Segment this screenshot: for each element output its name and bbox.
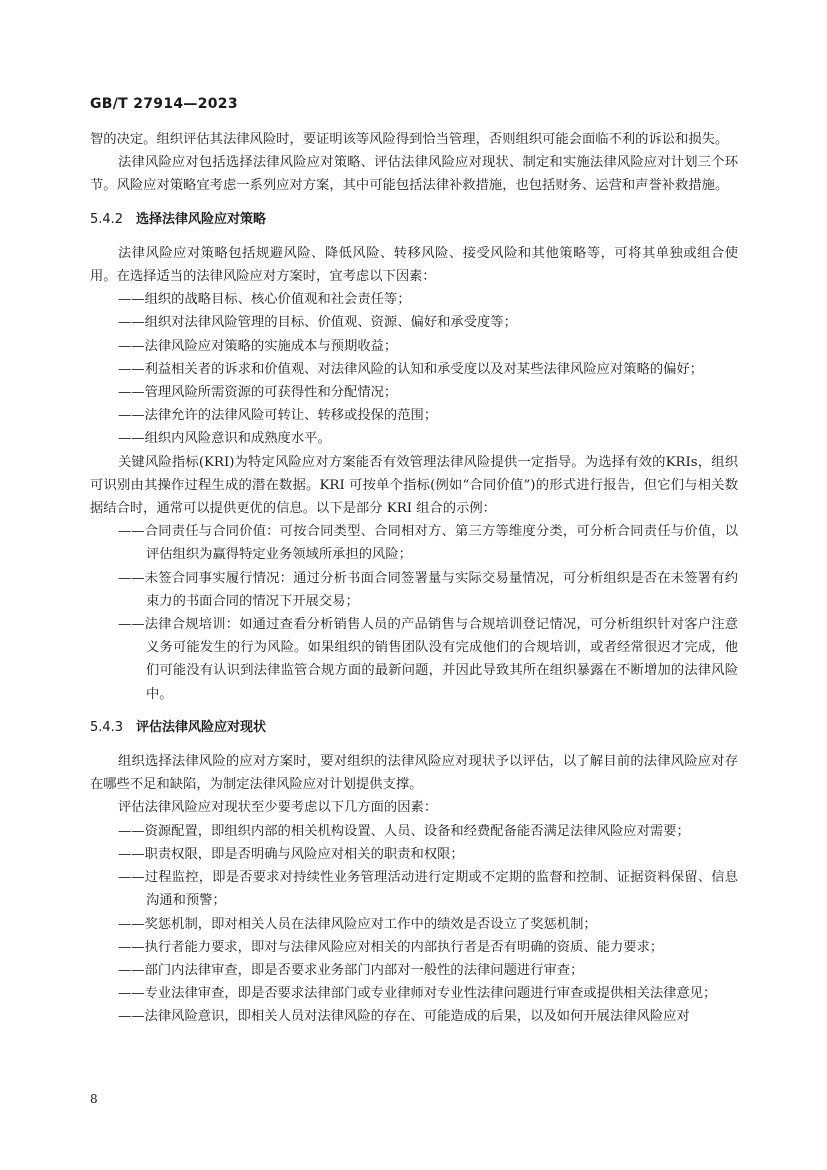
- section-title: 选择法律风险应对策略: [136, 211, 267, 227]
- list-item: ——利益相关者的诉求和价值观、对法律风险的认知和承受度以及对某些法律风险应对策略的偏好；: [118, 361, 704, 377]
- standard-number: GB/T 27914—2023: [90, 96, 238, 112]
- list-item: ——管理风险所需资源的可获得性和分配情况；: [118, 385, 398, 401]
- list-item: ——部门内法律审查，即是否要求业务部门内部对一般性的法律问题进行审查；: [118, 962, 584, 978]
- paragraph: 评估法律风险应对现状至少要考虑以下几方面的因素：: [118, 800, 438, 816]
- list-item: ——合同责任与合同价值：可按合同类型、合同相对方、第三方等维度分类，可分析合同责任与价值，以评估组织为赢得特定业务领域所承担的风险；: [118, 524, 738, 563]
- list-item: ——法律合规培训：如通过查看分析销售人员的产品销售与合规培训登记情况，可分析组织针对客户注意义务可能发生的行为风险。如果组织的销售团队没有完成他们的合规培训，或者经常很迟才完成，他们可能没有认识到法律监管合规方面的最新问题，并因此导致其所在组织暴露在不断增加的法律风险中。: [118, 617, 738, 702]
- list-item: ——未签合同事实履行情况：通过分析书面合同签署量与实际交易量情况，可分析组织是否在未签署有约束力的书面合同的情况下开展交易；: [118, 570, 738, 609]
- paragraph: 组织选择法律风险的应对方案时，要对组织的法律风险应对现状予以评估，以了解目前的法律风险应对存在哪些不足和缺陷，为制定法律风险应对计划提供支撑。: [90, 754, 738, 793]
- list-item: ——专业法律审查，即是否要求法律部门或专业律师对专业性法律问题进行审查或提供相关法律意见；: [118, 986, 717, 1002]
- section-heading: [90, 208, 738, 231]
- paragraph: 法律风险应对策略包括规避风险、降低风险、转移风险、接受风险和其他策略等，可将其单独或组合使用。在选择适当的法律风险应对方案时，宜考虑以下因素：: [90, 245, 738, 285]
- list-item: ——过程监控，即是否要求对持续性业务管理活动进行定期或不定期的监督和控制、证据资料保留、信息沟通和预警；: [118, 870, 738, 909]
- paragraph: 关键风险指标(KRI)为特定风险应对方案能否有效管理法律风险提供一定指导。为选择有效的KRIs，组织可识别由其操作过程生成的潜在数据。KRI 可按单个指标(例如“合同价值”)的形式进行报告，但它们与相关数据结合时，通常可以提供更优的信息。以下是部分 KRI 组合的示例：: [90, 454, 738, 517]
- list-item: ——资源配置，即组织内部的相关机构设置、人员、设备和经费配备能否满足法律风险应对需要；: [118, 823, 690, 839]
- list-item: ——法律允许的法律风险可转让、转移或投保的范围；: [118, 408, 438, 424]
- section-title: 评估法律风险应对现状: [136, 719, 267, 735]
- section-heading: [90, 716, 738, 739]
- list-item: ——组织的战略目标、核心价值观和社会责任等；: [118, 292, 411, 308]
- list-item: ——组织内风险意识和成熟度水平。: [118, 431, 331, 447]
- paragraph: 法律风险应对包括选择法律风险应对策略、评估法律风险应对现状、制定和实施法律风险应对计划三个环节。风险应对策略宜考虑一系列应对方案，其中可能包括法律补救措施，也包括财务、运营和声誉补救措施。: [90, 155, 738, 194]
- list-item: ——奖惩机制，即对相关人员在法律风险应对工作中的绩效是否设立了奖惩机制；: [118, 916, 597, 932]
- paragraph: 智的决定。组织评估其法律风险时，要证明该等风险得到恰当管理，否则组织可能会面临不利的诉讼和损失。: [90, 132, 729, 147]
- list-item: ——组织对法律风险管理的目标、价值观、资源、偏好和承受度等；: [118, 315, 517, 331]
- list-item: ——职责权限，即是否明确与风险应对相关的职责和权限；: [118, 846, 464, 862]
- page-number: 8: [90, 1092, 98, 1106]
- list-item: ——执行者能力要求，即对与法律风险应对相关的内部执行者是否有明确的资质、能力要求；: [118, 939, 664, 955]
- section-number: 5.4.3: [90, 719, 124, 735]
- list-item: ——法律风险应对策略的实施成本与预期收益；: [118, 338, 398, 354]
- document-body: [90, 128, 738, 1029]
- list-item: ——法律风险意识，即相关人员对法律风险的存在、可能造成的后果，以及如何开展法律风险应对: [118, 1009, 690, 1025]
- section-number: 5.4.2: [90, 211, 124, 227]
